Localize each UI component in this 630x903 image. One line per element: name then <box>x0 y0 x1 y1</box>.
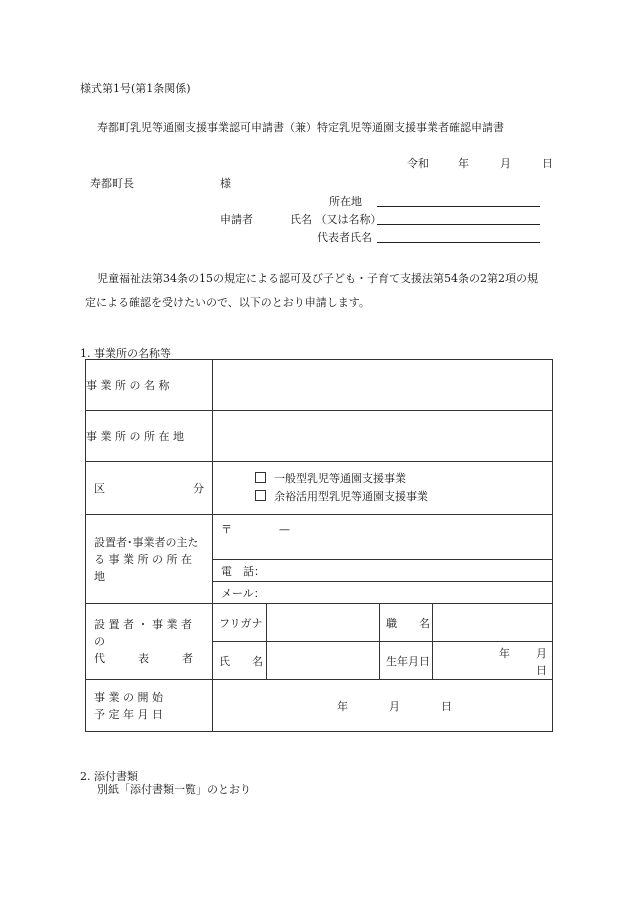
furigana-field[interactable] <box>267 604 380 642</box>
date-line <box>407 155 553 171</box>
birthdate-field[interactable] <box>433 642 553 680</box>
rep-name-field[interactable] <box>267 642 380 680</box>
representative-label: 代表者氏名 <box>317 231 372 244</box>
category-option-label: 一般型乳児等通園支援事業 <box>274 472 406 485</box>
category-option-label: 余裕活用型乳児等通園支援事業 <box>274 490 428 503</box>
table-row <box>86 604 553 642</box>
table-row <box>86 462 553 515</box>
body-line-1: 児童福祉法第34条の15の規定による認可及び子ども・子育て支援法第54条の2第2項の規 <box>97 272 538 285</box>
business-name-field[interactable] <box>213 360 553 411</box>
address-line[interactable] <box>377 206 540 207</box>
form-number: 様式第1号(第1条関係) <box>80 82 191 95</box>
email-field[interactable] <box>213 582 553 604</box>
birth-year: 年 <box>499 647 510 660</box>
start-day: 日 <box>441 699 452 713</box>
email-label: メール： <box>221 586 265 600</box>
start-date-label-1: 事 業 の 開 始 <box>94 690 163 704</box>
date-day: 日 <box>542 157 553 170</box>
addressee-honorific: 様 <box>220 177 231 190</box>
section1-heading: 1. 事業所の名称等 <box>80 347 171 360</box>
addressee-name: 寿都町長 <box>90 177 134 190</box>
checkbox-icon[interactable] <box>255 472 266 483</box>
start-date-label-2: 予 定 年 月 日 <box>94 707 163 721</box>
applicant-label: 申請者 <box>220 213 253 226</box>
category-options <box>213 462 553 515</box>
owner-address-label <box>86 515 213 604</box>
representative-row-label-2: 代 表 者 <box>94 652 193 665</box>
document-title: 寿都町乳児等通園支援事業認可申請書（兼）特定乳児等通園支援事業者確認申請書 <box>97 121 504 134</box>
owner-address-label-2: る 事 業 所 の 所 在 地 <box>94 552 192 583</box>
postal-field[interactable] <box>213 515 553 560</box>
category-label-left: 区 <box>94 482 105 495</box>
position-label: 職 名 <box>380 604 433 642</box>
start-date-label <box>86 680 213 732</box>
business-address-field[interactable] <box>213 411 553 462</box>
representative-row-label-1: 設 置 者 ・ 事 業 者 の <box>94 618 192 648</box>
start-month: 月 <box>389 699 400 713</box>
birth-month: 月 <box>536 647 547 660</box>
start-date-field[interactable] <box>213 680 553 732</box>
birth-day: 日 <box>536 664 547 677</box>
start-year: 年 <box>337 699 348 713</box>
table-row <box>86 515 553 560</box>
checkbox-icon[interactable] <box>255 490 266 501</box>
section2-text: 別紙「添付書類一覧」のとおり <box>97 783 251 796</box>
name-label: 氏名 （又は名称） <box>290 213 382 226</box>
date-month: 月 <box>500 157 511 170</box>
rep-name-label: 氏 名 <box>213 642 267 680</box>
table-row <box>86 360 553 411</box>
phone-label: 電 話： <box>221 564 265 578</box>
representative-line[interactable] <box>377 242 540 243</box>
business-info-table <box>85 359 553 732</box>
furigana-label: フリガナ <box>213 604 267 642</box>
postal-dash: — <box>279 523 290 536</box>
table-row <box>86 680 553 732</box>
postal-mark: 〒 <box>221 523 232 536</box>
table-row <box>86 411 553 462</box>
category-label-right: 分 <box>193 482 204 495</box>
category-option-surplus[interactable] <box>255 488 552 506</box>
position-field[interactable] <box>433 604 553 642</box>
address-label: 所在地 <box>329 195 362 208</box>
category-option-general[interactable] <box>255 470 552 488</box>
date-era: 令和 <box>407 157 429 170</box>
section2-heading: 2. 添付書類 <box>80 770 138 783</box>
business-name-label: 事 業 所 の 名 称 <box>86 360 213 411</box>
representative-row-label <box>86 604 213 680</box>
date-year: 年 <box>458 157 469 170</box>
name-line[interactable] <box>377 224 540 225</box>
category-label <box>86 462 213 515</box>
phone-field[interactable] <box>213 560 553 582</box>
birthdate-label: 生年月日 <box>380 642 433 680</box>
business-address-label: 事 業 所 の 所 在 地 <box>86 411 213 462</box>
owner-address-label-1: 設置者･事業者の主た <box>94 535 199 549</box>
body-line-2: 定による確認を受けたいので、以下のとおり申請します。 <box>85 296 370 309</box>
